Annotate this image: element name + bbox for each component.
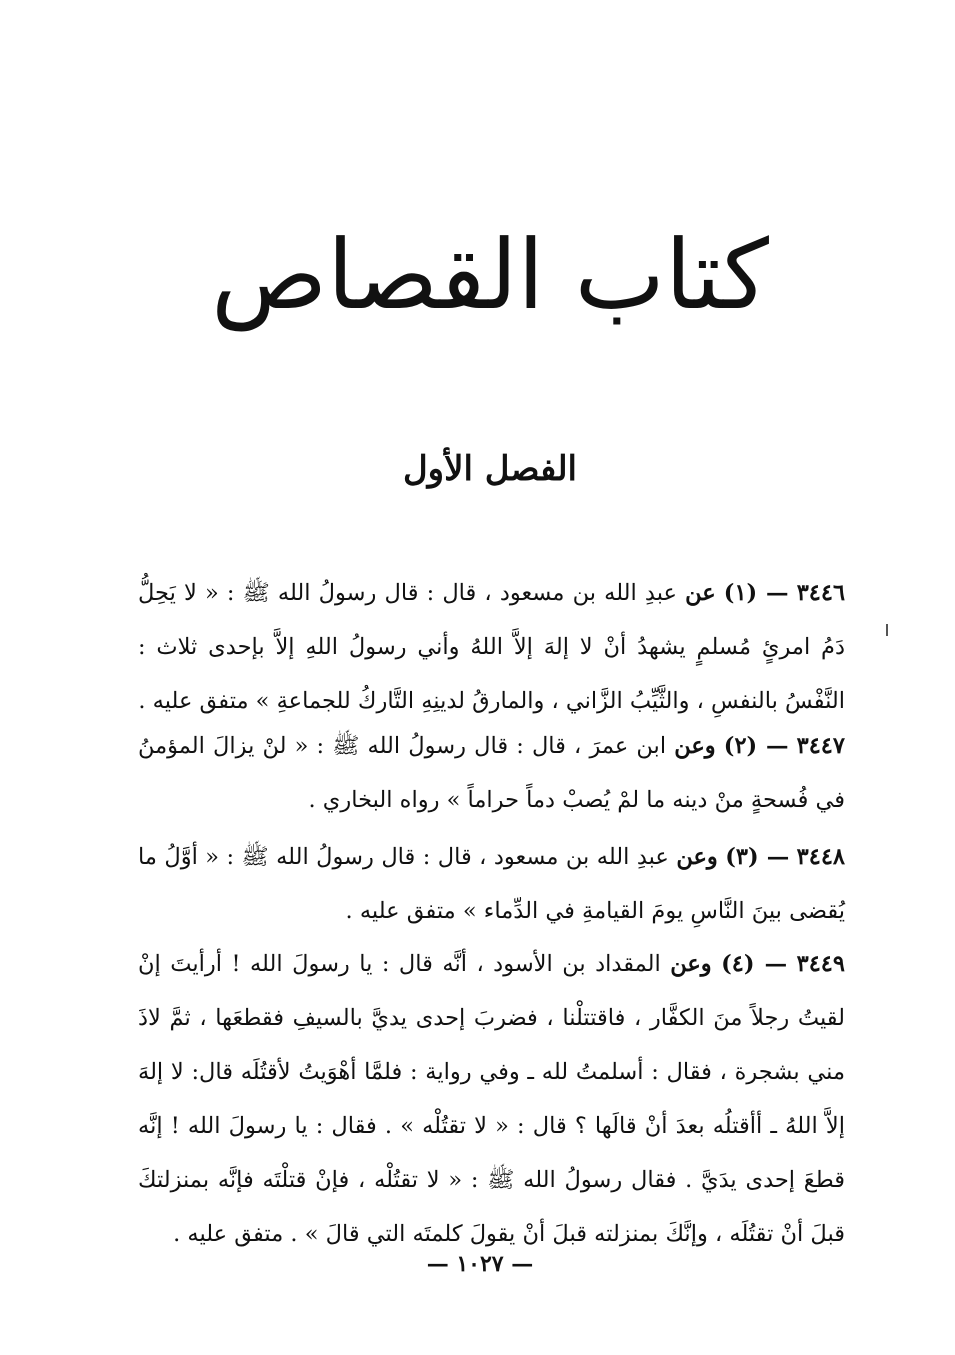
hadith-number: ٣٤٤٩: [796, 950, 845, 977]
hadith-number: ٣٤٤٨: [796, 843, 846, 870]
page-number: — ١٠٢٧ —: [426, 1251, 534, 1277]
book-title: كتاب القصاص: [211, 219, 769, 331]
hadith-sub-number: — (٤): [721, 950, 788, 977]
chapter-title: الفصل الأول: [402, 449, 578, 489]
hadith-paragraph: [138, 830, 845, 938]
hadith-narrator-prefix: وعن: [676, 843, 718, 870]
margin-mark: [886, 624, 888, 636]
hadith-text: ابن عمرَ ، قال : قال رسولُ الله ﷺ : « لنْ يزالَ المؤمنُ في فُسحةٍ منْ دينه ما لمْ يُصبْ دماً حراماً » رواه البخاري .: [138, 732, 845, 813]
hadith-paragraph: [138, 566, 845, 728]
hadith-paragraph: [138, 937, 845, 1261]
hadith-text: عبدِ الله بن مسعود ، قال : قال رسولُ الله ﷺ : « لا يَحِلُّ دَمُ امرئٍ مُسلمٍ يشهدُ أنْ لا إلهَ إلاَّ اللهُ وأني رسولُ اللهِ إلاَّ بإحدى ثلاث : النَّفْسُ بالنفسِ ، والثَّيِّبُ الزَّاني ، والمارقُ لدينِهِ التَّاركُ للجماعةِ » متفق عليه .: [138, 579, 845, 714]
hadith-text: المقداد بن الأسود ، أنَّه قال : يا رسولَ الله ! أرأيتَ إنْ لقيتُ رجلاً منَ الكفَّار ، فاقتتلْنا ، فضربَ إحدى يديَّ بالسيفِ فقطعَها ، ثمَّ لاذَ مني بشجرة ، فقال : أسلمتُ لله ـ وفي رواية : فلمَّا أهْوَيتُ لأقتُلَه قال: لا إلهَ إلاَّ اللهُ ـ أأقتلُه بعدَ أنْ قالَها ؟ قال : « لا تقتُلْه » . فقال : يا رسولَ الله ! إنَّه قطعَ إحدى يدَيَّ . فقال رسولُ الله ﷺ : « لا تقتُلْه ، فإنْ قتلْتَه فإنَّه بمنزلتكَ قبلَ أنْ تقتُلَه ، وإنَّكَ بمنزلته قبلَ أنْ يقولَ كلمتَه التي قالَ » . متفق عليه .: [138, 950, 845, 1247]
hadith-narrator-prefix: وعن: [670, 950, 712, 977]
hadith-paragraph: [138, 719, 845, 827]
hadith-text: عبدِ الله بن مسعود ، قال : قال رسولُ الله ﷺ : « أوَّلُ ما يُقضى بينَ النَّاسِ يومَ القيامةِ في الدِّماء » متفق عليه .: [138, 843, 845, 924]
hadith-sub-number: — (١): [723, 579, 789, 606]
hadith-sub-number: — (٣): [725, 843, 790, 870]
hadith-number: ٣٤٤٦: [796, 579, 846, 606]
hadith-narrator-prefix: عن: [685, 579, 716, 606]
hadith-narrator-prefix: وعن: [674, 732, 716, 759]
hadith-number: ٣٤٤٧: [796, 732, 845, 759]
hadith-sub-number: — (٢): [723, 732, 789, 759]
